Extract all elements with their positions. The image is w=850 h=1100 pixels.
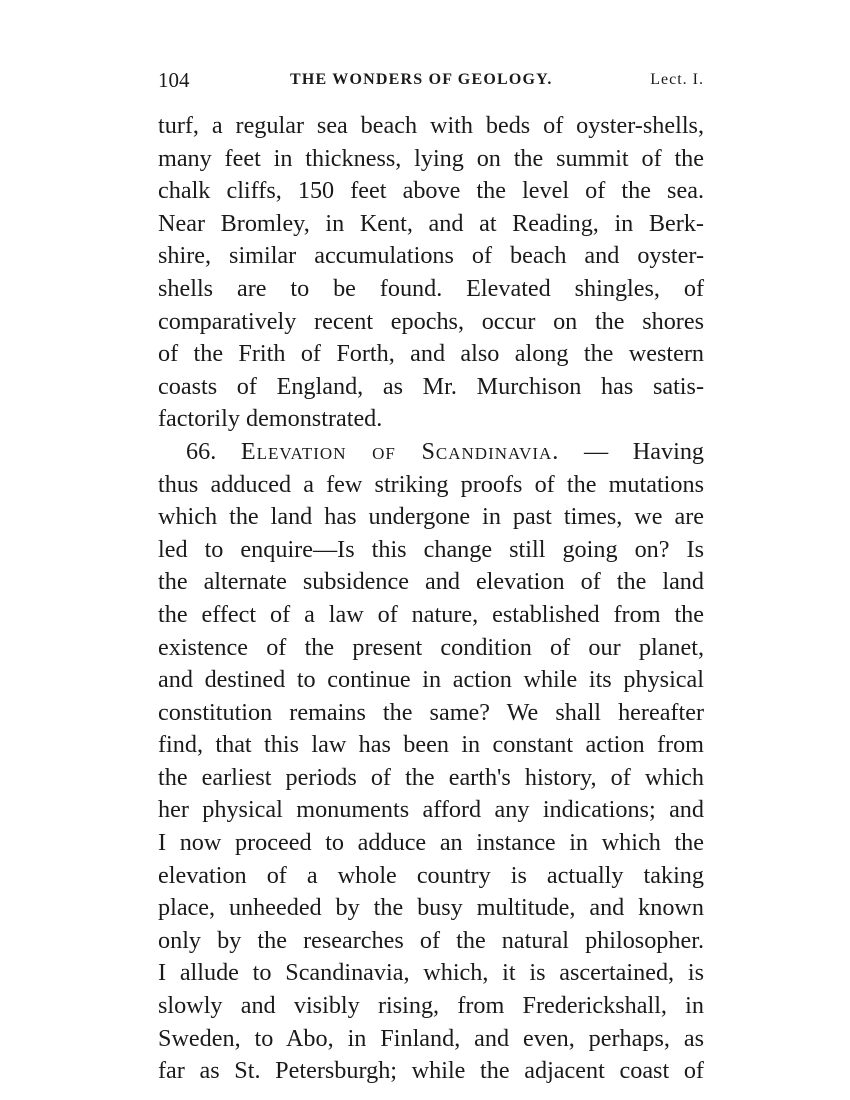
text-line: I allude to Scandinavia, which, it is ascertained, is (158, 959, 704, 987)
text-line: turf, a regular sea beach with beds of oyster-shells, (158, 112, 704, 139)
section-heading-line (158, 436, 704, 469)
section-first-words: Having (632, 437, 705, 465)
text-line: elevation of a whole country is actually taking (158, 861, 704, 889)
text-line: shire, similar accumulations of beach and oyster- (158, 242, 704, 270)
text-line: of the Frith of Forth, and also along the western (158, 340, 704, 368)
text-line: thus adduced a few striking proofs of the mutations (158, 470, 704, 498)
text-line: comparatively recent epochs, occur on the shores (158, 307, 704, 335)
page-number: 104 (158, 68, 190, 92)
text-line: Near Bromley, in Kent, and at Reading, in Berk- (158, 209, 704, 237)
text-line: factorily demonstrated. (158, 405, 383, 433)
text-line: the earliest periods of the earth's history, of which (158, 763, 704, 791)
text-line: Sweden, to Abo, in Finland, and even, perhaps, as (158, 1024, 704, 1052)
text-line: place, unheeded by the busy multitude, and known (158, 894, 704, 922)
text-line: coasts of England, as Mr. Murchison has satis- (158, 372, 704, 400)
running-title: THE WONDERS OF GEOLOGY. (290, 71, 553, 88)
text-line: find, that this law has been in constant action from (158, 731, 704, 759)
text-line: I now proceed to adduce an instance in which the (158, 829, 704, 857)
text-line: chalk cliffs, 150 feet above the level of the sea. (158, 177, 704, 205)
lecture-label: Lect. I. (650, 71, 704, 88)
text-line: the effect of a law of nature, established from the (158, 600, 704, 628)
text-line: many feet in thickness, lying on the summit of the (158, 144, 704, 172)
text-line: existence of the present condition of our planet, (158, 633, 704, 661)
section-dash: — (559, 437, 633, 465)
text-line: which the land has undergone in past times, we are (158, 503, 704, 531)
text-line: and destined to continue in action while its physical (158, 666, 704, 694)
text-line: constitution remains the same? We shall hereafter (158, 698, 704, 726)
text-line: led to enquire—Is this change still going on? Is (158, 535, 704, 563)
text-line: shells are to be found. Elevated shingles, of (158, 274, 704, 302)
text-line: far as St. Petersburgh; while the adjacent coast of (158, 1057, 704, 1085)
running-head (158, 68, 704, 102)
body-text (158, 110, 704, 1088)
section-heading: Elevation of Scandinavia. (240, 437, 560, 465)
text-line: her physical monuments afford any indications; and (158, 796, 704, 824)
section-number: 66. (186, 437, 217, 465)
text-line: only by the researches of the natural philosopher. (158, 926, 704, 954)
text-line: slowly and visibly rising, from Frederickshall, in (158, 992, 704, 1020)
text-line: the alternate subsidence and elevation of the land (158, 568, 704, 596)
